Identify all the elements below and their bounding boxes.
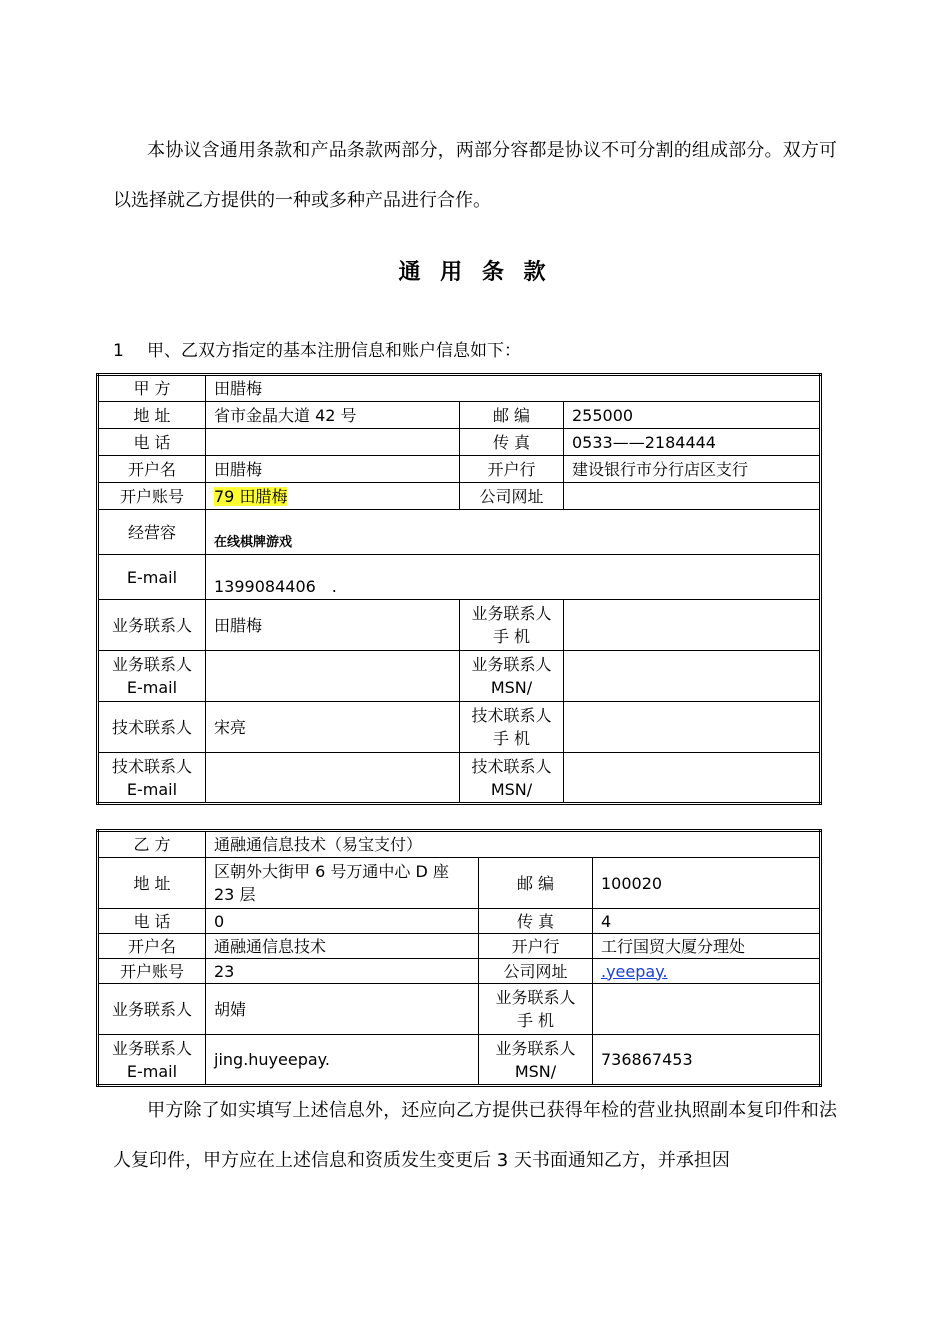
table-row <box>98 909 821 934</box>
account-name-value: 通融通信息技术 <box>206 934 479 959</box>
label-line-2: 手 机 <box>516 1011 555 1030</box>
address-label: 地 址 <box>98 402 206 429</box>
account-no-value: 79 田腊梅 <box>214 486 288 506</box>
label-line-1: 技术联系人 <box>471 756 552 776</box>
label-line-2: MSN/ <box>514 1061 557 1081</box>
party-a-name: 田腊梅 <box>206 375 821 402</box>
clause-number: 1 <box>113 341 124 361</box>
website-cell <box>593 959 821 984</box>
label-line-1: 业务联系人 <box>111 1038 192 1058</box>
fax-label: 传 真 <box>460 429 564 456</box>
fax-value: 0533——2184444 <box>564 429 821 456</box>
website-label: 公司网址 <box>479 959 593 984</box>
biz-email-value <box>206 651 460 702</box>
biz-mobile-value <box>593 984 821 1035</box>
biz-email-label <box>98 651 206 702</box>
account-no-label: 开户账号 <box>98 959 206 984</box>
biz-email-label <box>98 1035 206 1086</box>
biz-mobile-label <box>479 984 593 1035</box>
label-line-2: E-mail <box>126 678 178 697</box>
label-line-1: 业务联系人 <box>495 1038 576 1058</box>
table-row <box>98 456 821 483</box>
label-line-2: E-mail <box>126 1061 178 1081</box>
bank-value: 建设银行市分行店区支行 <box>564 456 821 483</box>
bank-label: 开户行 <box>479 934 593 959</box>
intro-text: 本协议含通用条款和产品条款两部分，两部分容都是协议不可分割的组成部分。双方可以选择就乙方提供的一种或多种产品进行合作。 <box>113 140 837 211</box>
party-b-name: 通融通信息技术（易宝支付） <box>206 831 821 858</box>
address-value: 区朝外大街甲 6 号万通中心 D 座 23 层 <box>206 858 479 909</box>
postcode-value: 100020 <box>593 858 821 909</box>
account-no-value: 23 <box>206 959 479 984</box>
bank-value: 工行国贸大厦分理处 <box>593 934 821 959</box>
postcode-value: 255000 <box>564 402 821 429</box>
website-link[interactable]: .yeepay. <box>601 961 668 981</box>
account-name-label: 开户名 <box>98 934 206 959</box>
phone-value <box>206 429 460 456</box>
label-line-1: 业务联系人 <box>111 655 192 674</box>
biz-msn-label <box>479 1035 593 1086</box>
biz-msn-label <box>460 651 564 702</box>
table-row <box>98 429 821 456</box>
business-label: 经营容 <box>98 510 206 555</box>
biz-contact-value: 田腊梅 <box>206 600 460 651</box>
email-cell <box>206 555 821 600</box>
email-label: E-mail <box>98 555 206 600</box>
postcode-label: 邮 编 <box>460 402 564 429</box>
table-row <box>98 651 821 702</box>
account-name-label: 开户名 <box>98 456 206 483</box>
phone-label: 电 话 <box>98 429 206 456</box>
business-cell <box>206 510 821 555</box>
biz-msn-value <box>564 651 821 702</box>
table-row <box>98 402 821 429</box>
fax-label: 传 真 <box>479 909 593 934</box>
party-a-label: 甲 方 <box>98 375 206 402</box>
label-line-1: 业务联系人 <box>495 988 576 1007</box>
table-row <box>98 375 821 402</box>
label-line-2: E-mail <box>126 779 178 799</box>
postcode-label: 邮 编 <box>479 858 593 909</box>
label-line-2: MSN/ <box>490 779 533 799</box>
label-line-2: 手 机 <box>492 627 531 646</box>
outro-text: 甲方除了如实填写上述信息外，还应向乙方提供已获得年检的营业执照副本复印件和法人复印件，甲方应在上述信息和资质发生变更后 3 天书面通知乙方，并承担因 <box>113 1100 837 1171</box>
label-line-1: 业务联系人 <box>471 655 552 674</box>
label-line-1: 技术联系人 <box>471 706 552 725</box>
label-line-2: MSN/ <box>490 678 533 697</box>
table-row <box>98 959 821 984</box>
phone-value: 0 <box>206 909 479 934</box>
clause-text: 甲、乙双方指定的基本注册信息和账户信息如下： <box>147 341 521 361</box>
party-a-table <box>96 373 822 805</box>
table-row <box>98 753 821 804</box>
account-no-label: 开户账号 <box>98 483 206 510</box>
phone-label: 电 话 <box>98 909 206 934</box>
tech-contact-label: 技术联系人 <box>98 702 206 753</box>
account-no-cell <box>206 483 460 510</box>
tech-contact-value: 宋亮 <box>206 702 460 753</box>
table-row <box>98 702 821 753</box>
intro-paragraph <box>113 126 837 226</box>
label-line-2: 手 机 <box>492 729 531 748</box>
biz-mobile-label <box>460 600 564 651</box>
tech-email-value <box>206 753 460 804</box>
table-row <box>98 984 821 1035</box>
party-b-table <box>96 829 822 1087</box>
table-row <box>98 934 821 959</box>
biz-contact-label: 业务联系人 <box>98 984 206 1035</box>
biz-email-value: jing.huyeepay. <box>206 1035 479 1086</box>
table-row <box>98 858 821 909</box>
table-row <box>98 600 821 651</box>
account-name-value: 田腊梅 <box>206 456 460 483</box>
clause-1-title <box>113 336 521 361</box>
address-value: 省市金晶大道 42 号 <box>206 402 460 429</box>
tech-msn-label <box>460 753 564 804</box>
biz-contact-label: 业务联系人 <box>98 600 206 651</box>
bank-label: 开户行 <box>460 456 564 483</box>
label-line-1: 业务联系人 <box>471 604 552 623</box>
email-value: 1399084406 . <box>214 576 337 596</box>
table-row <box>98 483 821 510</box>
website-value <box>564 483 821 510</box>
table-row <box>98 831 821 858</box>
fax-value: 4 <box>593 909 821 934</box>
table-row <box>98 1035 821 1086</box>
table-row <box>98 555 821 600</box>
biz-mobile-value <box>564 600 821 651</box>
tech-email-label <box>98 753 206 804</box>
table-row <box>98 510 821 555</box>
address-label: 地 址 <box>98 858 206 909</box>
label-line-1: 技术联系人 <box>111 756 192 776</box>
tech-mobile-value <box>564 702 821 753</box>
tech-mobile-label <box>460 702 564 753</box>
outro-paragraph <box>113 1086 837 1186</box>
party-b-label: 乙 方 <box>98 831 206 858</box>
biz-msn-value: 736867453 <box>593 1035 821 1086</box>
website-label: 公司网址 <box>460 483 564 510</box>
business-value: 在线棋牌游戏 <box>214 534 293 550</box>
biz-contact-value: 胡婧 <box>206 984 479 1035</box>
section-heading: 通 用 条 款 <box>398 260 552 285</box>
tech-msn-value <box>564 753 821 804</box>
